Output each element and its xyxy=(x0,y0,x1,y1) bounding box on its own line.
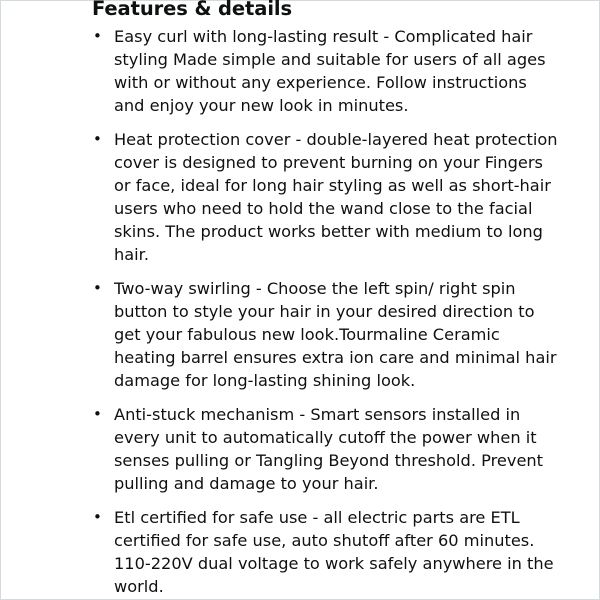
list-item xyxy=(92,128,562,266)
bullet-icon: • xyxy=(93,130,102,148)
bullet-icon: • xyxy=(93,27,102,45)
section-heading: Features & details xyxy=(92,0,292,20)
feature-text: Anti-stuck mechanism - Smart sensors installed in every unit to automatically cutoff the power when it senses pulling or Tangling Beyond threshold. Prevent pulling and damage to your hair. xyxy=(114,405,544,493)
feature-text: Two-way swirling - Choose the left spin/ right spin button to style your hair in your desired direction to get your fabulous new look.Tourmaline Ceramic heating barrel ensures extra ion care and minimal hair damage for long-lasting shining look. xyxy=(114,279,557,390)
feature-text: Etl certified for safe use - all electric parts are ETL certified for safe use, auto shutoff after 60 minutes. 110-220V dual voltage to work safely anywhere in the world. xyxy=(114,508,554,596)
features-section xyxy=(92,0,562,600)
bullet-icon: • xyxy=(93,508,102,526)
list-item xyxy=(92,25,562,117)
feature-list xyxy=(92,25,562,598)
bullet-icon: • xyxy=(93,279,102,297)
bullet-icon: • xyxy=(93,405,102,423)
feature-text: Easy curl with long-lasting result - Complicated hair styling Made simple and suitable for users of all ages with or without any experience. Follow instructions and enjoy your new look in minutes. xyxy=(114,27,546,115)
list-item xyxy=(92,277,562,392)
list-item xyxy=(92,506,562,598)
feature-text: Heat protection cover - double-layered heat protection cover is designed to prevent burning on your Fingers or face, ideal for long hair styling as well as short-hair users who need to hold the wand close to the facial skins. The product works better with medium to long hair. xyxy=(114,130,558,264)
list-item xyxy=(92,403,562,495)
